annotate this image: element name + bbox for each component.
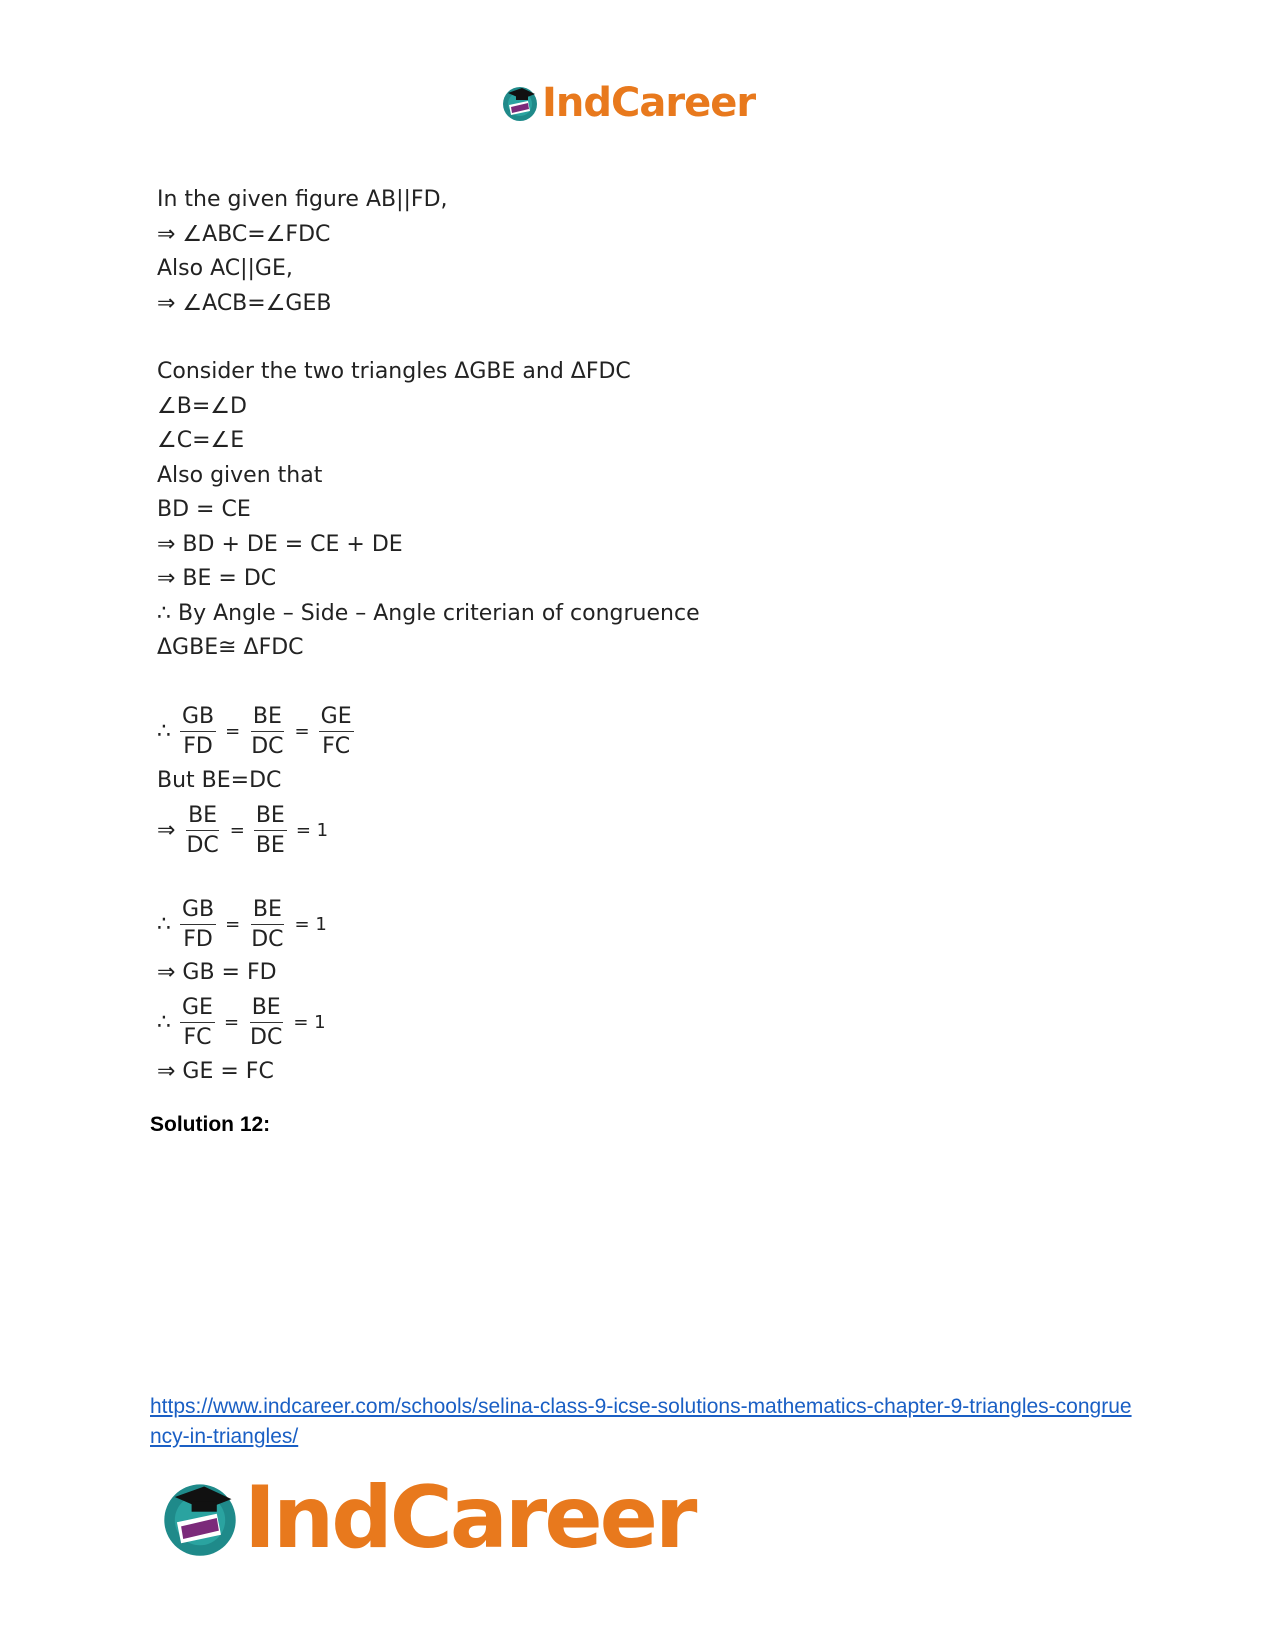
denominator: FC bbox=[322, 734, 351, 759]
numerator: BE bbox=[186, 801, 219, 831]
numerator: GE bbox=[319, 702, 354, 732]
ratio-equation: ∴ $\frac{GE}{FC}$ = $\frac{BE}{DC}$ = 1 bbox=[157, 995, 326, 1050]
fraction bbox=[248, 993, 284, 1052]
text-line: But BE=DC bbox=[157, 767, 282, 793]
denominator: DC bbox=[250, 1025, 283, 1050]
numerator: BE bbox=[250, 993, 283, 1023]
graduation-globe-icon bbox=[500, 83, 540, 123]
numerator: BE bbox=[251, 895, 284, 925]
indcareer-logo-footer bbox=[158, 1468, 694, 1568]
numerator: BE bbox=[251, 702, 284, 732]
numerator: GE bbox=[180, 993, 215, 1023]
text-line: ⇒ ∠ABC=∠FDC bbox=[157, 221, 331, 247]
numerator: GB bbox=[180, 895, 216, 925]
text-line: Also AC||GE, bbox=[157, 256, 293, 281]
ratio-equation: ⇒ $\frac{BE}{DC}$ = $\frac{BE}{BE}$ = 1 bbox=[157, 802, 329, 858]
source-link[interactable]: https://www.indcareer.com/schools/selina-class-9-icse-solutions-mathematics-chapter-9-triangles-congruency-in-triangles/ bbox=[150, 1395, 1132, 1448]
text-line: In the given figure AB||FD, bbox=[157, 187, 448, 212]
text-line: Consider the two triangles ΔGBE and ΔFDC bbox=[157, 359, 631, 384]
denominator: FC bbox=[183, 1025, 212, 1050]
fraction bbox=[180, 993, 215, 1052]
fraction bbox=[184, 801, 220, 860]
text-line: ⇒ GE = FC bbox=[157, 1058, 274, 1084]
text-line: BD = CE bbox=[157, 497, 251, 522]
solution-heading: Solution 12: bbox=[150, 1113, 271, 1136]
denominator: FD bbox=[183, 734, 213, 759]
fraction bbox=[180, 702, 216, 761]
therefore-symbol: ∴ bbox=[157, 911, 171, 937]
fraction bbox=[319, 702, 354, 761]
text-line: ⇒ BE = DC bbox=[157, 566, 277, 591]
text-line: ⇒ ∠ACB=∠GEB bbox=[157, 290, 332, 316]
equation-result: = 1 bbox=[294, 913, 327, 935]
text-line: ∠C=∠E bbox=[157, 428, 245, 453]
parallel-lines-block bbox=[157, 183, 1057, 321]
ratio-equation: ∴ $\frac{GB}{FD}$ = $\frac{BE}{DC}$ = 1 bbox=[157, 896, 327, 952]
logo-text: IndCareer bbox=[244, 1468, 695, 1568]
numerator: BE bbox=[254, 801, 287, 831]
denominator: DC bbox=[186, 832, 219, 858]
text-line: ∠B=∠D bbox=[157, 393, 247, 419]
equation-result: = 1 bbox=[295, 819, 329, 841]
congruence-block bbox=[157, 355, 1057, 666]
graduation-globe-icon bbox=[158, 1476, 242, 1560]
fraction bbox=[180, 895, 216, 954]
denominator: FD bbox=[183, 926, 213, 952]
logo-text: IndCareer bbox=[542, 80, 756, 126]
fraction bbox=[249, 702, 285, 761]
denominator: DC bbox=[251, 734, 284, 759]
denominator: BE bbox=[255, 832, 285, 858]
solution-content bbox=[157, 183, 1057, 1089]
text-line: ΔGBE≅ ΔFDC bbox=[157, 635, 304, 660]
denominator: DC bbox=[251, 926, 284, 952]
fraction bbox=[254, 801, 287, 860]
fraction bbox=[249, 895, 285, 954]
therefore-symbol: ∴ bbox=[157, 719, 171, 744]
text-line: ∴ By Angle – Side – Angle criterian of congruence bbox=[157, 600, 700, 626]
indcareer-logo-header bbox=[500, 80, 755, 126]
text-line: ⇒ BD + DE = CE + DE bbox=[157, 531, 403, 557]
therefore-symbol: ∴ bbox=[157, 1010, 171, 1035]
text-line: Also given that bbox=[157, 462, 323, 488]
equation-result: = 1 bbox=[293, 1012, 326, 1033]
ratio-equation: ∴ $\frac{GB}{FD}$ = $\frac{BE}{DC}$ = $\frac{GE}{FC}$ bbox=[157, 704, 352, 759]
implies-symbol: ⇒ bbox=[157, 817, 176, 843]
text-line: ⇒ GB = FD bbox=[157, 960, 277, 985]
numerator: GB bbox=[180, 702, 216, 732]
